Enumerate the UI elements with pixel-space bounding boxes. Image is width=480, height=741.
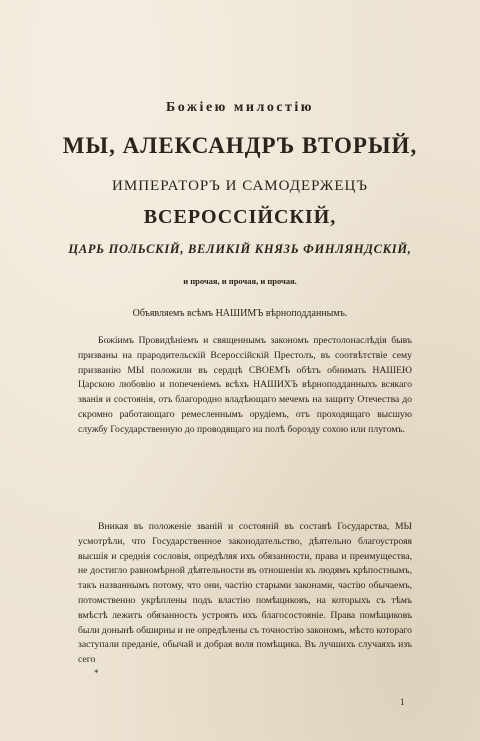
page-number: 1 (400, 697, 405, 707)
footnote-mark: * (94, 668, 99, 678)
heading-address: Объявляемъ всѣмъ НАШИМЪ вѣрноподданнымъ. (132, 308, 348, 319)
heading-title: ИМПЕРАТОРЪ И САМОДЕРЖЕЦЪ (112, 178, 368, 194)
heading-all-russia: ВСЕРОССІЙСКІЙ, (143, 206, 337, 228)
heading-etcetera: и прочая, и прочая, и прочая. (183, 276, 297, 286)
heading-emperor-name: МЫ, АЛЕКСАНДРЪ ВТОРЫЙ, (62, 133, 418, 158)
paragraph-1: Божіимъ Провидѣніемъ и священнымъ закономъ престолонаслѣдія бывъ призваны на прародительскій Всероссійскій Престолъ, въ соотвѣтствіе сему призванію МЫ положили въ сердцѣ СВОЕМЪ обѣтъ обнимать НАШЕЮ Царскою любовію и попеченіемъ всѣхъ НАШИХЪ вѣрноподданныхъ всякаго званія и состоянія, отъ благородно владѣющаго мечемъ на защиту Отечества до скромно работающаго ремесленнымъ орудіемъ, отъ проходящаго высшую службу Государственную до проводящаго на полѣ борозду сохою или плугомъ. (78, 335, 412, 435)
paragraph-2: Вникая въ положеніе званій и состояній въ составѣ Государства, МЫ усмотрѣли, что Государственное законодательство, дѣятельно благоустрояя высшія и среднія сословія, опредѣляя ихъ обязанности, права и преимущества, не достигло равномѣрной дѣятельности въ отношеніи къ людямъ крѣпостнымъ, такъ названнымъ потому, что они, частію старыми законами, частію обычаемъ, потомственно укрѣплены подъ властію помѣщиковъ, на которыхъ съ тѣмъ вмѣстѣ лежитъ обязанность устроять ихъ благосостояніе. Права помѣщиковъ были донынѣ обширны и не опредѣлены съ точностію закономъ, мѣсто котораго заступали преданіе, обычай и добрая воля помѣщика. Въ лучшихъ случаяхъ изъ сего (78, 521, 412, 666)
heading-grace: Божіею милостію (166, 100, 314, 115)
heading-king-grand-duke: ЦАРЬ ПОЛЬСКІЙ, ВЕЛИКІЙ КНЯЗЬ ФИНЛЯНДСКІЙ, (68, 242, 412, 256)
